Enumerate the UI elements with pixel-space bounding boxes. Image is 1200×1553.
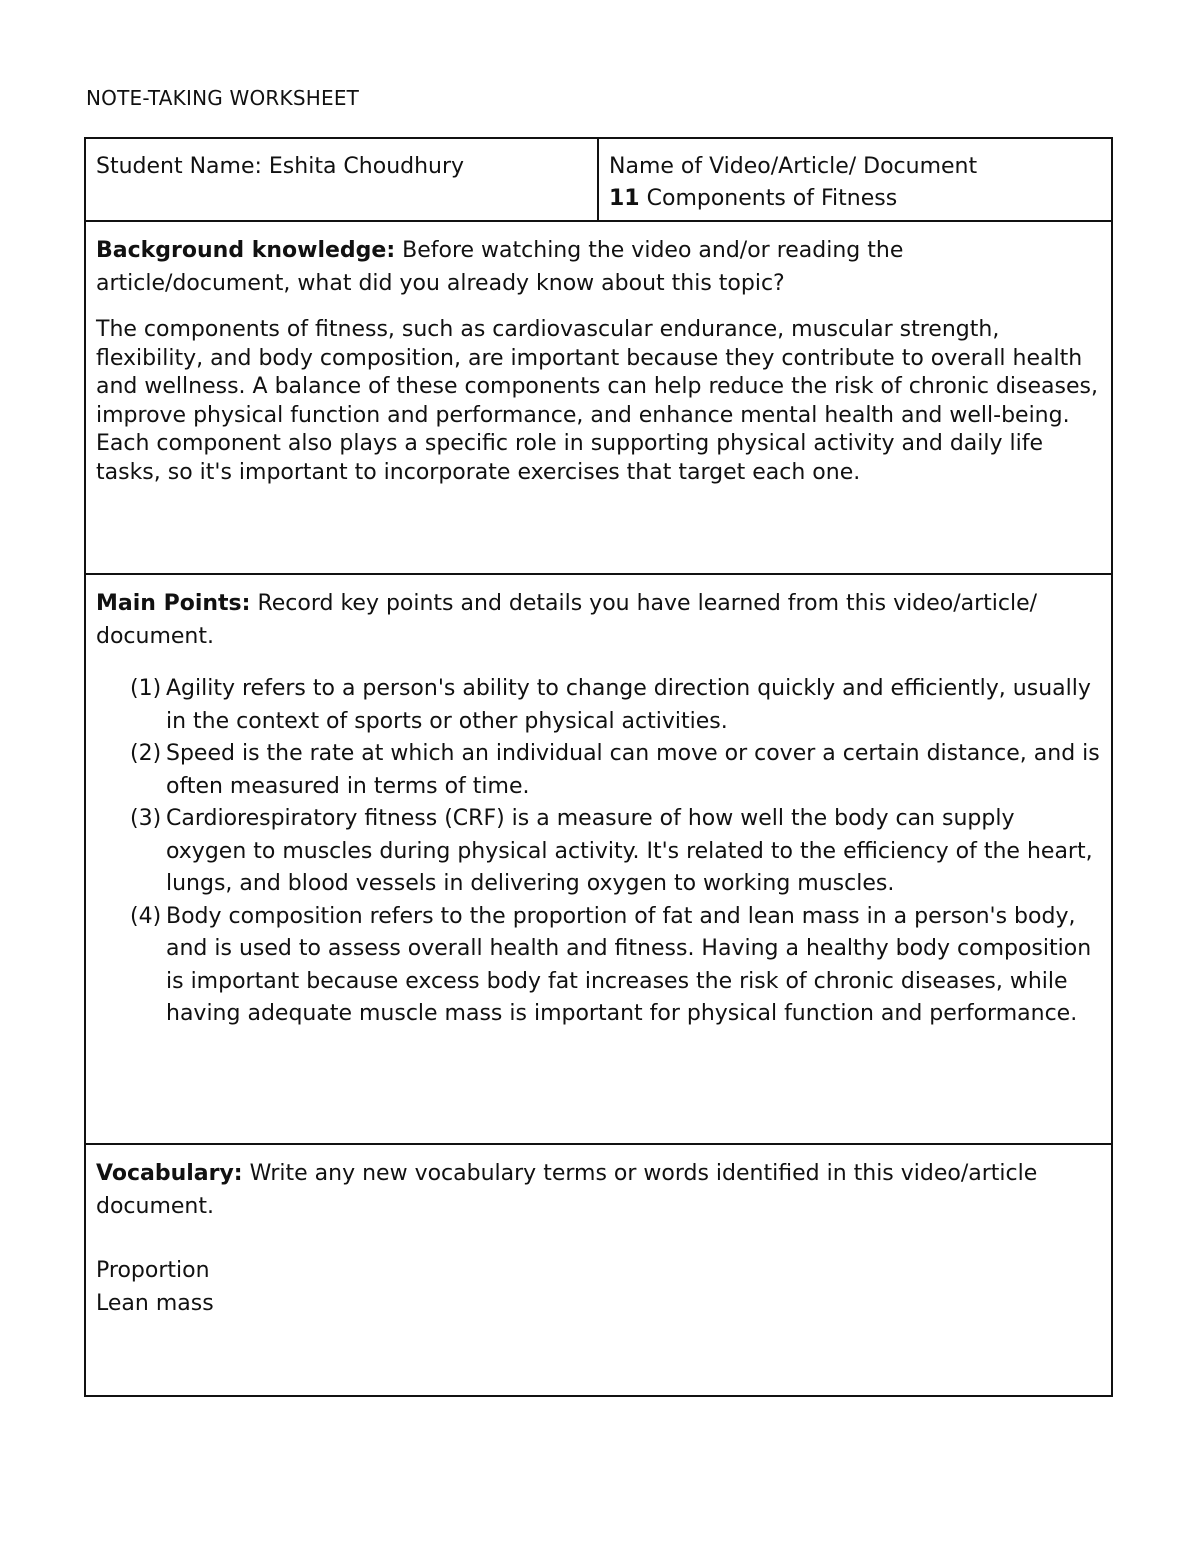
vocabulary-term: Proportion	[96, 1258, 210, 1283]
vocabulary-label: Vocabulary:	[96, 1161, 243, 1186]
background-label: Background knowledge:	[96, 238, 396, 263]
main-points-label: Main Points:	[96, 591, 251, 616]
source-title	[609, 183, 1101, 215]
main-points-section	[86, 575, 1111, 1145]
list-item-number: (2)	[130, 741, 162, 766]
list-item-number: (3)	[130, 806, 162, 831]
list-item	[130, 803, 1101, 901]
background-prompt	[96, 234, 1101, 300]
worksheet-title: NOTE-TAKING WORKSHEET	[86, 86, 360, 110]
source-cell	[599, 139, 1111, 220]
main-points-list	[96, 673, 1101, 1031]
list-item-number: (1)	[130, 676, 162, 701]
background-answer: The components of fitness, such as cardiovascular endurance, muscular strength, flexibility, and body composition, are important because they contribute to overall health and wellness. A balance of these components can help reduce the risk of chronic diseases, improve physical function and performance, and enhance mental health and well-being. Each component also plays a specific role in supporting physical activity and daily life tasks, so it's important to incorporate exercises that target each one.	[96, 317, 1098, 485]
list-item	[130, 901, 1101, 1031]
vocabulary-term: Lean mass	[96, 1290, 214, 1316]
main-points-prompt-text: Record key points and details you have learned from this video/article/ document.	[96, 591, 1038, 649]
background-knowledge-section	[86, 222, 1111, 575]
header-row	[86, 139, 1111, 222]
list-item-text: Agility refers to a person's ability to change direction quickly and efficiently, usually in the context of sports or other physical activities.	[166, 676, 1091, 734]
list-item	[130, 673, 1101, 738]
vocabulary-list	[96, 1255, 1101, 1320]
vocabulary-prompt	[96, 1157, 1101, 1223]
list-item	[130, 738, 1101, 803]
worksheet-table	[84, 137, 1113, 1397]
source-number: 11	[609, 186, 640, 211]
vocabulary-prompt-text: Write any new vocabulary terms or words identified in this video/article document.	[96, 1161, 1038, 1219]
source-title-text: Components of Fitness	[639, 186, 898, 211]
list-item-text: Cardiorespiratory fitness (CRF) is a measure of how well the body can supply oxygen to muscles during physical activity. It's related to the efficiency of the heart, lungs, and blood vessels in delivering oxygen to working muscles.	[166, 806, 1093, 896]
student-name: Student Name: Eshita Choudhury	[96, 154, 465, 179]
vocabulary-section	[86, 1145, 1111, 1395]
student-name-cell	[86, 139, 599, 220]
background-prompt-text: Before watching the video and/or reading the article/document, what did you already know about this topic?	[96, 238, 904, 296]
list-item-number: (4)	[130, 903, 162, 929]
main-points-prompt	[96, 587, 1101, 653]
list-item-text: Speed is the rate at which an individual can move or cover a certain distance, and is often measured in terms of time.	[166, 741, 1100, 799]
source-label: Name of Video/Article/ Document	[609, 154, 978, 179]
list-item-text: Body composition refers to the proportion of fat and lean mass in a person's body, and is used to assess overall health and fitness. Having a healthy body composition is important because excess body fat increases the risk of chronic diseases, while having adequate muscle mass is important for physical function and performance.	[166, 903, 1092, 1026]
